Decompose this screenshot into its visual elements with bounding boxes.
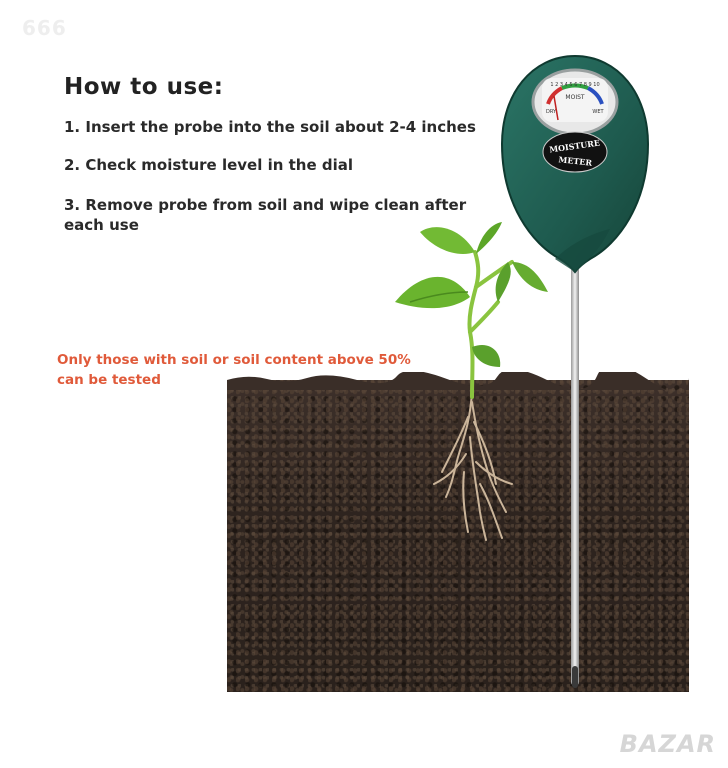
meter-label-dry: DRY bbox=[545, 109, 557, 115]
meter-label-wet: WET bbox=[592, 109, 604, 115]
meter-probe bbox=[571, 266, 579, 686]
meter-label-bottom: METER bbox=[558, 154, 593, 168]
instruction-step-3: 3. Remove probe from soil and wipe clean after each use bbox=[64, 196, 467, 234]
watermark-logo: BAZAR bbox=[619, 730, 716, 758]
meter-label-moist: MOIST bbox=[565, 94, 585, 101]
moisture-meter-device bbox=[500, 54, 650, 694]
meter-label-top: MOISTURE bbox=[548, 137, 601, 155]
instruction-step-1: 1. Insert the probe into the soil about 2-4 inches bbox=[64, 118, 476, 136]
meter-scale-numbers: 1 2 3 4 5 6 7 8 9 10 bbox=[550, 82, 600, 88]
watermark-top: 666 bbox=[22, 16, 67, 40]
soil-content-warning: Only those with soil or soil content above 50% can be tested bbox=[57, 352, 411, 388]
instruction-step-2: 2. Check moisture level in the dial bbox=[64, 156, 354, 174]
instructions-title: How to use: bbox=[64, 74, 224, 100]
